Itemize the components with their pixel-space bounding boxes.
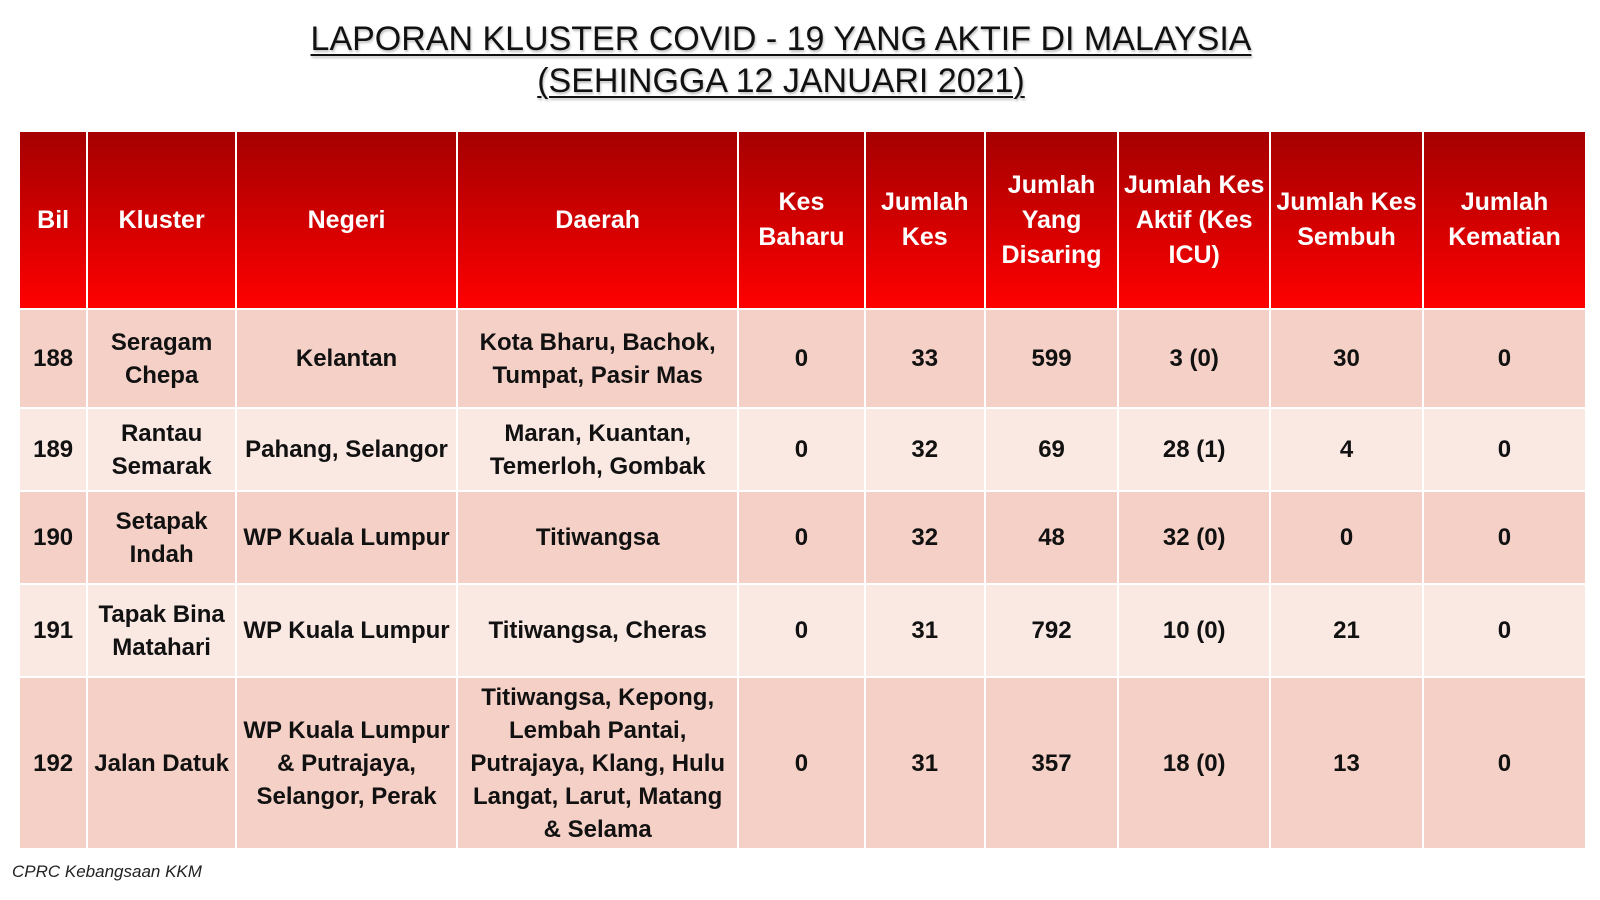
header-negeri: Negeri <box>236 131 457 309</box>
header-daerah: Daerah <box>457 131 738 309</box>
cell-jumlah-disaring: 792 <box>985 584 1118 677</box>
cell-negeri: Kelantan <box>236 309 457 408</box>
header-jumlah-disaring: Jumlah Yang Disaring <box>985 131 1118 309</box>
table-row <box>19 584 1586 677</box>
cell-jumlah-disaring: 357 <box>985 677 1118 849</box>
cell-kes-baharu: 0 <box>738 491 864 584</box>
cell-jumlah-disaring: 599 <box>985 309 1118 408</box>
cell-bil: 189 <box>19 408 87 491</box>
cell-bil: 188 <box>19 309 87 408</box>
cell-jumlah-kes: 31 <box>865 584 985 677</box>
cell-jumlah-kes: 32 <box>865 491 985 584</box>
cell-kematian: 0 <box>1423 584 1586 677</box>
title-line-2: (SEHINGGA 12 JANUARI 2021) <box>537 62 1025 100</box>
source-credit: CPRC Kebangsaan KKM <box>12 862 202 881</box>
cell-daerah: Kota Bharu, Bachok, Tumpat, Pasir Mas <box>457 309 738 408</box>
header-kes-sembuh: Jumlah Kes Sembuh <box>1270 131 1423 309</box>
cell-kluster: Jalan Datuk <box>87 677 236 849</box>
cell-daerah: Titiwangsa, Cheras <box>457 584 738 677</box>
header-bil: Bil <box>19 131 87 309</box>
cell-kes-aktif: 10 (0) <box>1118 584 1270 677</box>
cell-daerah: Titiwangsa <box>457 491 738 584</box>
cell-kes-baharu: 0 <box>738 408 864 491</box>
cell-bil: 192 <box>19 677 87 849</box>
cell-kluster: Setapak Indah <box>87 491 236 584</box>
cell-negeri: WP Kuala Lumpur & Putrajaya, Selangor, Perak <box>236 677 457 849</box>
cell-negeri: WP Kuala Lumpur <box>236 584 457 677</box>
cell-kematian: 0 <box>1423 309 1586 408</box>
cell-kes-baharu: 0 <box>738 677 864 849</box>
cell-kes-sembuh: 13 <box>1270 677 1423 849</box>
cell-kluster: Tapak Bina Matahari <box>87 584 236 677</box>
table-row <box>19 408 1586 491</box>
cell-jumlah-kes: 33 <box>865 309 985 408</box>
cell-kes-baharu: 0 <box>738 309 864 408</box>
report-title <box>0 18 1562 102</box>
cell-jumlah-disaring: 48 <box>985 491 1118 584</box>
header-kluster: Kluster <box>87 131 236 309</box>
title-line-1: LAPORAN KLUSTER COVID - 19 YANG AKTIF DI MALAYSIA <box>310 20 1252 58</box>
cell-kes-aktif: 32 (0) <box>1118 491 1270 584</box>
cell-kematian: 0 <box>1423 408 1586 491</box>
cell-jumlah-disaring: 69 <box>985 408 1118 491</box>
cell-kematian: 0 <box>1423 677 1586 849</box>
cell-kes-aktif: 28 (1) <box>1118 408 1270 491</box>
header-kes-baharu: Kes Baharu <box>738 131 864 309</box>
cell-kes-sembuh: 30 <box>1270 309 1423 408</box>
cell-negeri: WP Kuala Lumpur <box>236 491 457 584</box>
table-row <box>19 309 1586 408</box>
cell-kematian: 0 <box>1423 491 1586 584</box>
cell-daerah: Maran, Kuantan, Temerloh, Gombak <box>457 408 738 491</box>
cell-jumlah-kes: 31 <box>865 677 985 849</box>
header-kes-aktif: Jumlah Kes Aktif (Kes ICU) <box>1118 131 1270 309</box>
cell-kluster: Rantau Semarak <box>87 408 236 491</box>
cell-kes-sembuh: 21 <box>1270 584 1423 677</box>
cell-bil: 190 <box>19 491 87 584</box>
cell-kes-aktif: 18 (0) <box>1118 677 1270 849</box>
header-kematian: Jumlah Kematian <box>1423 131 1586 309</box>
cell-kes-sembuh: 0 <box>1270 491 1423 584</box>
cell-bil: 191 <box>19 584 87 677</box>
cell-negeri: Pahang, Selangor <box>236 408 457 491</box>
cell-daerah: Titiwangsa, Kepong, Lembah Pantai, Putrajaya, Klang, Hulu Langat, Larut, Matang & Selama <box>457 677 738 849</box>
cell-kluster: Seragam Chepa <box>87 309 236 408</box>
table-row <box>19 677 1586 849</box>
cell-jumlah-kes: 32 <box>865 408 985 491</box>
cell-kes-sembuh: 4 <box>1270 408 1423 491</box>
header-jumlah-kes: Jumlah Kes <box>865 131 985 309</box>
table-row <box>19 491 1586 584</box>
table-header-row <box>19 131 1586 309</box>
cell-kes-aktif: 3 (0) <box>1118 309 1270 408</box>
cell-kes-baharu: 0 <box>738 584 864 677</box>
cluster-table <box>18 130 1587 850</box>
